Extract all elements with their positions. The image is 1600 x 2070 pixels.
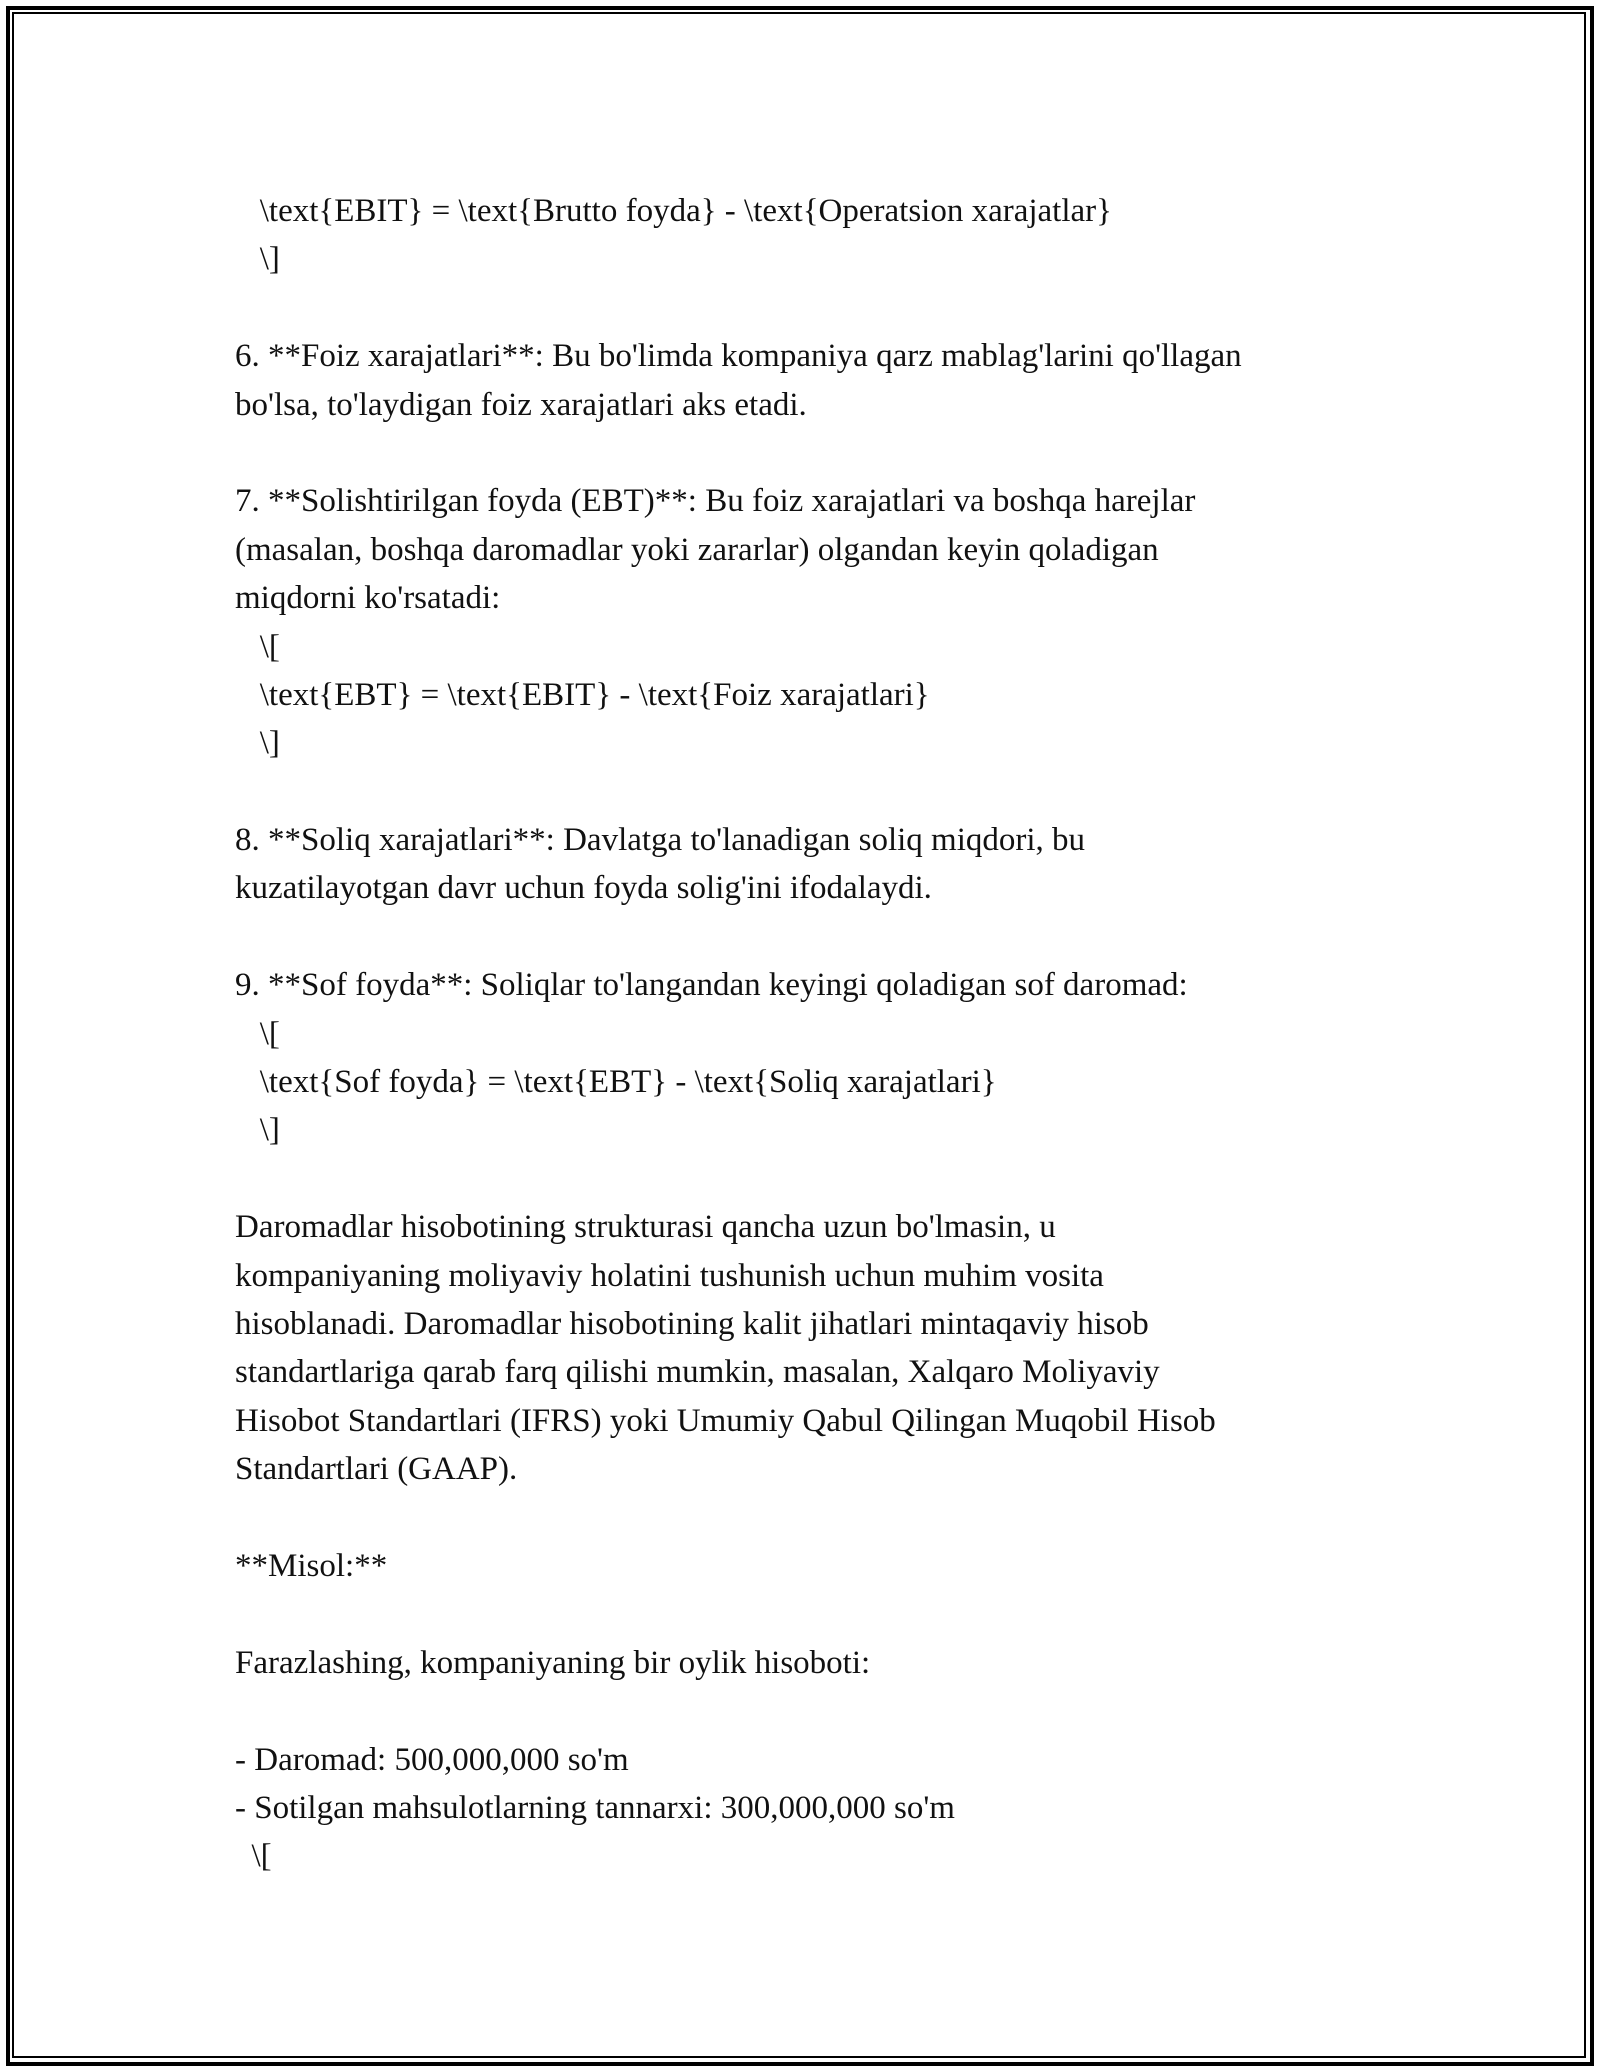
text-line: \[ bbox=[235, 1015, 280, 1052]
text-line: \] bbox=[235, 241, 280, 278]
blank-line bbox=[235, 913, 1395, 961]
text-line: miqdorni ko'rsatadi: bbox=[235, 580, 501, 617]
document-body bbox=[235, 187, 1395, 1881]
text-line: 7. **Solishtirilgan foyda (EBT)**: Bu foiz xarajatlari va boshqa harejlar bbox=[235, 483, 1196, 520]
blank-line bbox=[235, 1687, 1395, 1735]
text-line: \text{EBT} = \text{EBIT} - \text{Foiz xarajatlari} bbox=[235, 676, 930, 713]
text-line: \[ bbox=[235, 628, 280, 665]
text-line: - Sotilgan mahsulotlarning tannarxi: 300,000,000 so'm bbox=[235, 1789, 955, 1826]
text-line: (masalan, boshqa daromadlar yoki zararlar) olgandan keyin qoladigan bbox=[235, 531, 1159, 568]
blank-line bbox=[235, 1494, 1395, 1542]
blank-line bbox=[235, 429, 1395, 477]
blank-line bbox=[235, 1590, 1395, 1638]
text-line: Standartlari (GAAP). bbox=[235, 1451, 518, 1488]
text-line: Hisobot Standartlari (IFRS) yoki Umumiy Qabul Qilingan Muqobil Hisob bbox=[235, 1402, 1216, 1439]
text-line: Daromadlar hisobotining strukturasi qancha uzun bo'lmasin, u bbox=[235, 1209, 1056, 1246]
text-line: 8. **Soliq xarajatlari**: Davlatga to'lanadigan soliq miqdori, bu bbox=[235, 822, 1086, 859]
text-line: Farazlashing, kompaniyaning bir oylik hisoboti: bbox=[235, 1644, 871, 1681]
text-line: - Daromad: 500,000,000 so'm bbox=[235, 1741, 629, 1778]
text-line: hisoblanadi. Daromadlar hisobotining kalit jihatlari mintaqaviy hisob bbox=[235, 1305, 1149, 1342]
text-line: 9. **Sof foyda**: Soliqlar to'langandan keyingi qoladigan sof daromad: bbox=[235, 967, 1188, 1004]
text-line: kompaniyaning moliyaviy holatini tushunish uchun muhim vosita bbox=[235, 1257, 1104, 1294]
blank-line bbox=[235, 284, 1395, 332]
text-line: \text{Sof foyda} = \text{EBT} - \text{Soliq xarajatlari} bbox=[235, 1064, 997, 1101]
text-line: \[ bbox=[235, 1838, 272, 1875]
text-line: kuzatilayotgan davr uchun foyda solig'ini ifodalaydi. bbox=[235, 870, 932, 907]
text-line: **Misol:** bbox=[235, 1547, 388, 1584]
text-line: standartlariga qarab farq qilishi mumkin, masalan, Xalqaro Moliyaviy bbox=[235, 1354, 1160, 1391]
blank-line bbox=[235, 768, 1395, 816]
text-line: \] bbox=[235, 1112, 280, 1149]
text-line: \text{EBIT} = \text{Brutto foyda} - \text{Operatsion xarajatlar} bbox=[235, 193, 1112, 229]
text-line: 6. **Foiz xarajatlari**: Bu bo'limda kompaniya qarz mablag'larini qo'llagan bbox=[235, 338, 1242, 375]
blank-line bbox=[235, 1155, 1395, 1203]
text-line: \] bbox=[235, 725, 280, 762]
text-line: bo'lsa, to'laydigan foiz xarajatlari aks etadi. bbox=[235, 386, 807, 423]
